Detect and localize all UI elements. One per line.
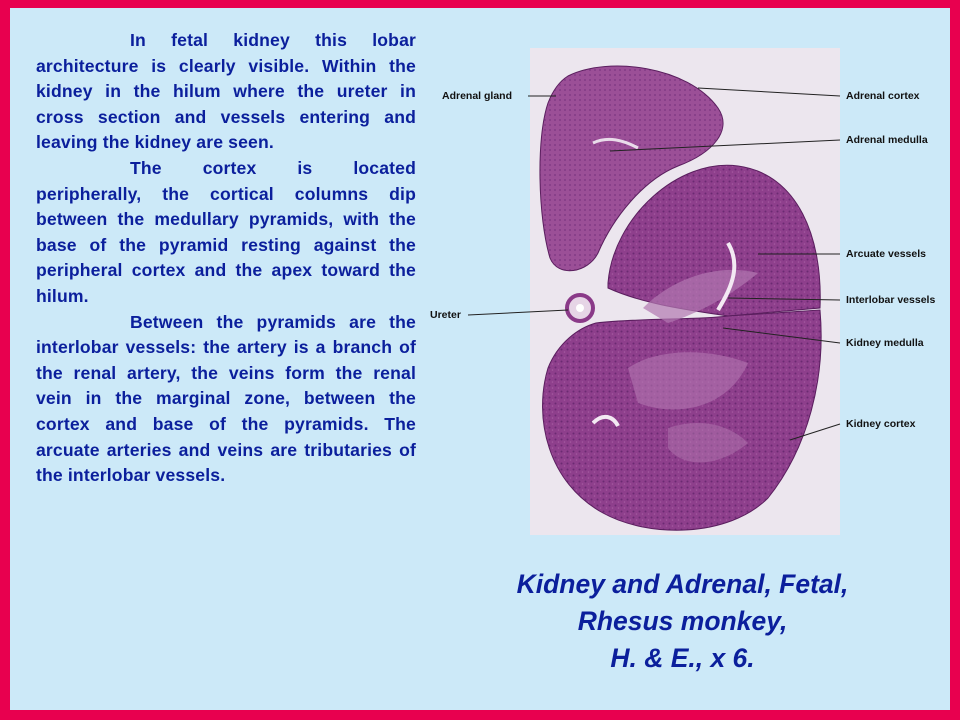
caption-line-2: Rhesus monkey, [577,606,788,636]
paragraph-1: In fetal kidney this lobar architecture is clearly visible. Within the kidney in the hilum where the ureter in cross section and vessels entering and leaving the kidney are seen. [36,30,416,153]
label-ureter: Ureter [430,309,461,321]
label-arcuate-vessels: Arcuate vessels [846,248,926,260]
label-adrenal-cortex: Adrenal cortex [846,90,920,102]
paragraph-3: Between the pyramids are the interlobar vessels: the artery is a branch of the renal artery, the veins form the renal vein in the marginal zone, between the cortex and base of the pyramids. The arcuate arteries and veins are tributaries of the interlobar vessels. [36,311,416,486]
label-interlobar-vessels: Interlobar vessels [846,294,936,306]
figure-caption [420,566,945,677]
label-adrenal-medulla: Adrenal medulla [846,134,928,146]
micrograph-figure [428,48,948,548]
label-adrenal-gland: Adrenal gland [442,90,513,102]
slide [10,8,950,710]
description-text [36,28,416,489]
label-kidney-medulla: Kidney medulla [846,337,924,349]
label-kidney-cortex: Kidney cortex [846,418,916,430]
paragraph-2: The cortex is located peripherally, the cortical columns dip between the medullary pyramids, with the base of the pyramid resting against the peripheral cortex and the apex toward the hilum. [36,157,416,306]
caption-line-1: Kidney and Adrenal, Fetal, [516,569,849,599]
caption-line-3: H. & E., x 6. [610,643,755,673]
